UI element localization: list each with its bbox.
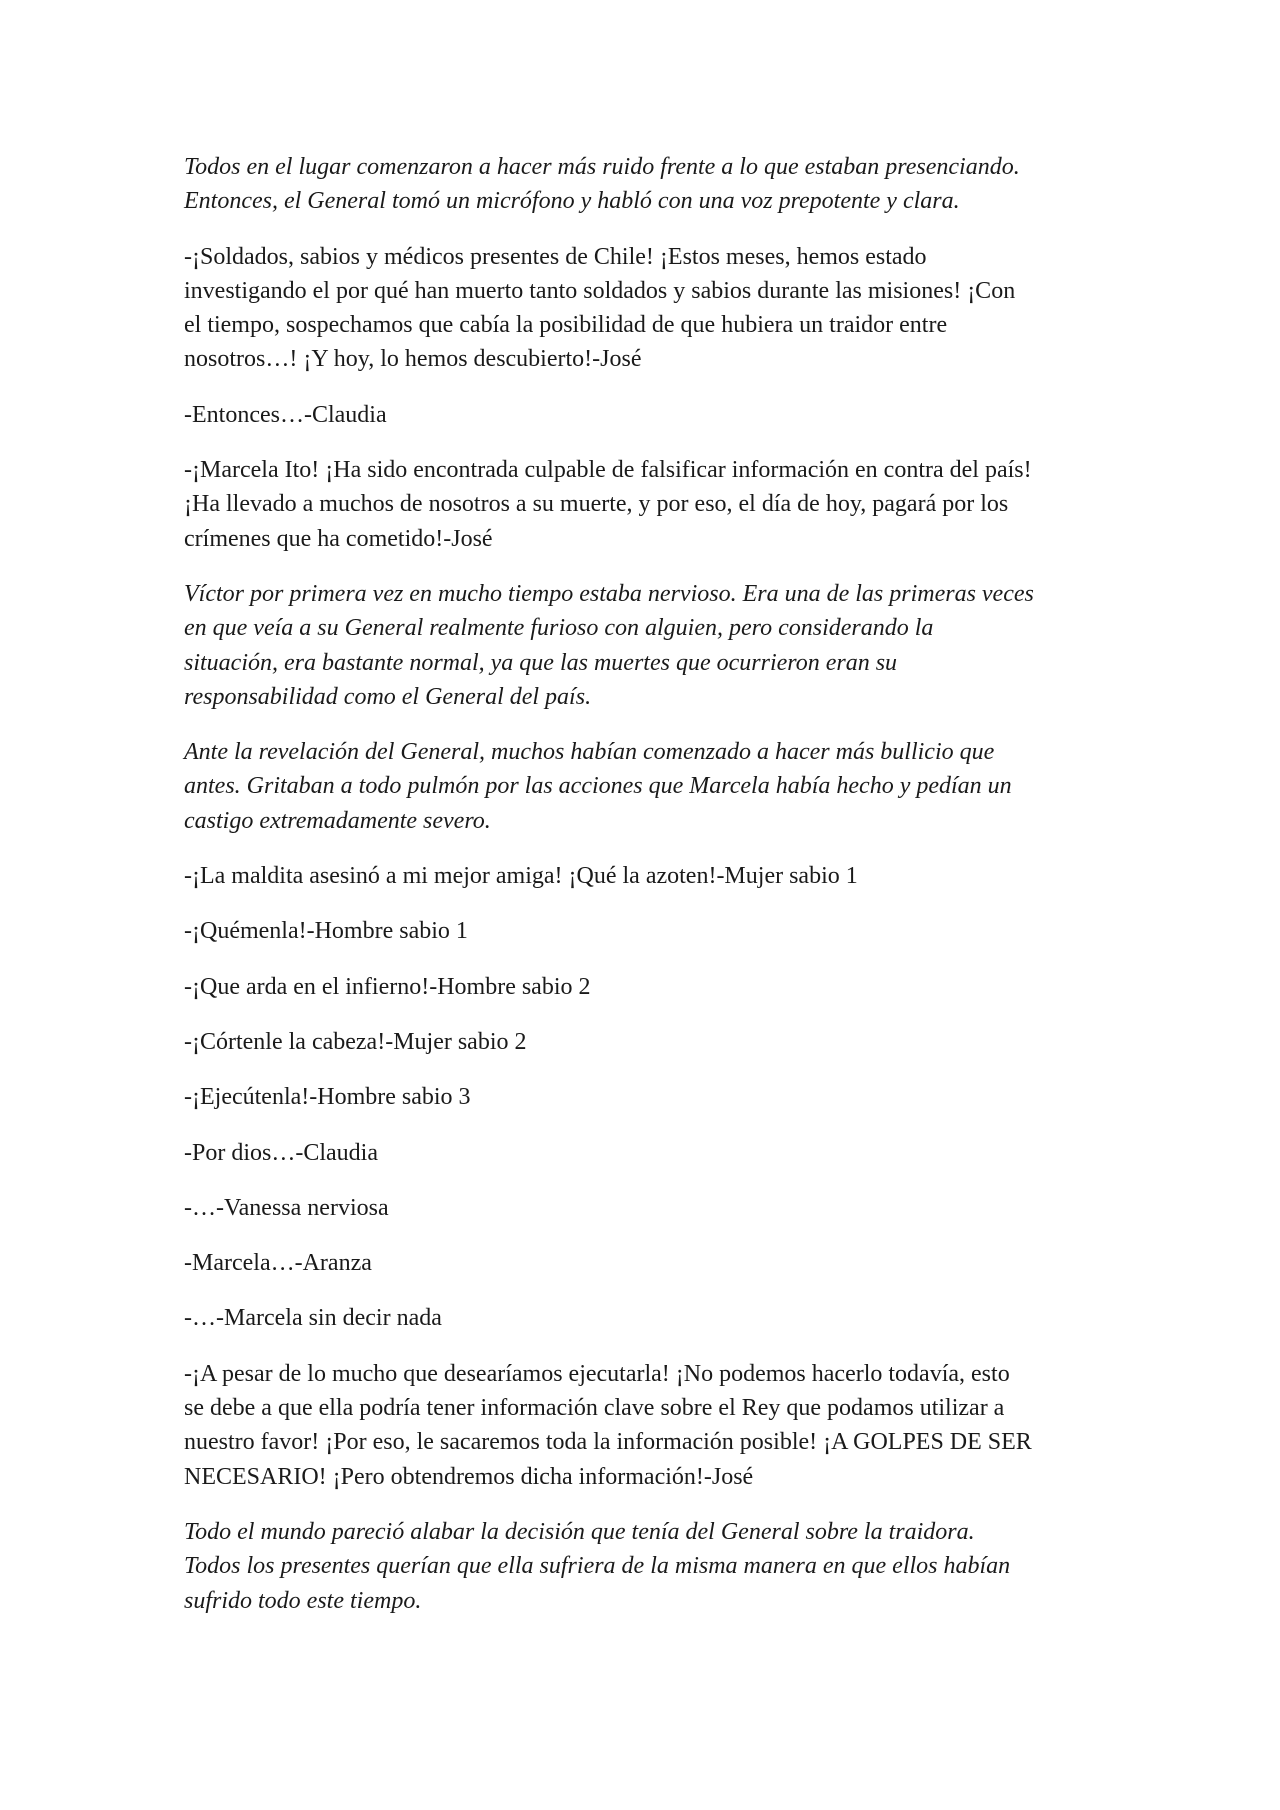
dialogue-paragraph bbox=[184, 1136, 1124, 1170]
text-line: -Entonces…-Claudia bbox=[184, 401, 387, 428]
text-line: -¡A pesar de lo mucho que desearíamos ejecutarla! ¡No podemos hacerlo todavía, esto bbox=[184, 1360, 1010, 1387]
text-line: responsabilidad como el General del país. bbox=[184, 683, 592, 710]
dialogue-paragraph bbox=[184, 1301, 1124, 1335]
dialogue-paragraph bbox=[184, 398, 1124, 432]
dialogue-paragraph bbox=[184, 914, 1124, 948]
text-line: el tiempo, sospechamos que cabía la posibilidad de que hubiera un traidor entre bbox=[184, 312, 948, 339]
text-line: -¡Soldados, sabios y médicos presentes de Chile! ¡Estos meses, hemos estado bbox=[184, 243, 927, 270]
text-line: crímenes que ha cometido!-José bbox=[184, 525, 493, 552]
dialogue-paragraph bbox=[184, 1246, 1124, 1280]
text-line: -¡Que arda en el infierno!-Hombre sabio 2 bbox=[184, 973, 591, 1000]
narration-paragraph bbox=[184, 150, 1124, 219]
dialogue-paragraph bbox=[184, 1080, 1124, 1114]
dialogue-paragraph bbox=[184, 970, 1124, 1004]
text-line: -Marcela…-Aranza bbox=[184, 1250, 372, 1277]
narration-paragraph bbox=[184, 577, 1124, 714]
dialogue-paragraph bbox=[184, 240, 1124, 377]
dialogue-paragraph bbox=[184, 453, 1124, 556]
text-line: -¡Ejecútenla!-Hombre sabio 3 bbox=[184, 1084, 471, 1111]
text-line: NECESARIO! ¡Pero obtendremos dicha información!-José bbox=[184, 1463, 754, 1490]
text-line: -…-Marcela sin decir nada bbox=[184, 1305, 442, 1332]
text-line: Víctor por primera vez en mucho tiempo estaba nervioso. Era una de las primeras veces bbox=[184, 580, 1034, 607]
text-line: se debe a que ella podría tener información clave sobre el Rey que podamos utilizar a bbox=[184, 1395, 1005, 1422]
text-line: -Por dios…-Claudia bbox=[184, 1139, 378, 1166]
text-line: -¡Córtenle la cabeza!-Mujer sabio 2 bbox=[184, 1028, 527, 1055]
text-line: castigo extremadamente severo. bbox=[184, 807, 491, 834]
text-line: Todos en el lugar comenzaron a hacer más ruido frente a lo que estaban presenciando. bbox=[184, 154, 1020, 180]
text-line: sufrido todo este tiempo. bbox=[184, 1587, 422, 1614]
narration-paragraph bbox=[184, 735, 1124, 838]
text-line: -¡La maldita asesinó a mi mejor amiga! ¡Qué la azoten!-Mujer sabio 1 bbox=[184, 863, 858, 890]
text-line: -¡Quémenla!-Hombre sabio 1 bbox=[184, 918, 468, 945]
dialogue-paragraph bbox=[184, 1025, 1124, 1059]
text-line: Todo el mundo pareció alabar la decisión que tenía del General sobre la traidora. bbox=[184, 1518, 975, 1545]
text-line: Ante la revelación del General, muchos habían comenzado a hacer más bullicio que bbox=[184, 739, 995, 766]
dialogue-paragraph bbox=[184, 1191, 1124, 1225]
text-line: antes. Gritaban a todo pulmón por las acciones que Marcela había hecho y pedían un bbox=[184, 773, 1012, 800]
narration-paragraph bbox=[184, 1515, 1124, 1618]
dialogue-paragraph bbox=[184, 1357, 1124, 1494]
text-line: Entonces, el General tomó un micrófono y habló con una voz prepotente y clara. bbox=[184, 188, 960, 215]
dialogue-paragraph bbox=[184, 859, 1124, 893]
document-page bbox=[184, 150, 1124, 1639]
text-line: nosotros…! ¡Y hoy, lo hemos descubierto!-José bbox=[184, 346, 642, 373]
text-line: investigando el por qué han muerto tanto soldados y sabios durante las misiones! ¡Con bbox=[184, 277, 1016, 304]
text-line: ¡Ha llevado a muchos de nosotros a su muerte, y por eso, el día de hoy, pagará por los bbox=[184, 491, 1009, 518]
text-line: -…-Vanessa nerviosa bbox=[184, 1194, 389, 1221]
text-line: nuestro favor! ¡Por eso, le sacaremos toda la información posible! ¡A GOLPES DE SER bbox=[184, 1429, 1032, 1456]
text-line: Todos los presentes querían que ella sufriera de la misma manera en que ellos habían bbox=[184, 1553, 1011, 1580]
text-line: -¡Marcela Ito! ¡Ha sido encontrada culpable de falsificar información en contra del país! bbox=[184, 457, 1032, 484]
text-line: situación, era bastante normal, ya que las muertes que ocurrieron eran su bbox=[184, 649, 898, 676]
text-line: en que veía a su General realmente furioso con alguien, pero considerando la bbox=[184, 615, 934, 642]
